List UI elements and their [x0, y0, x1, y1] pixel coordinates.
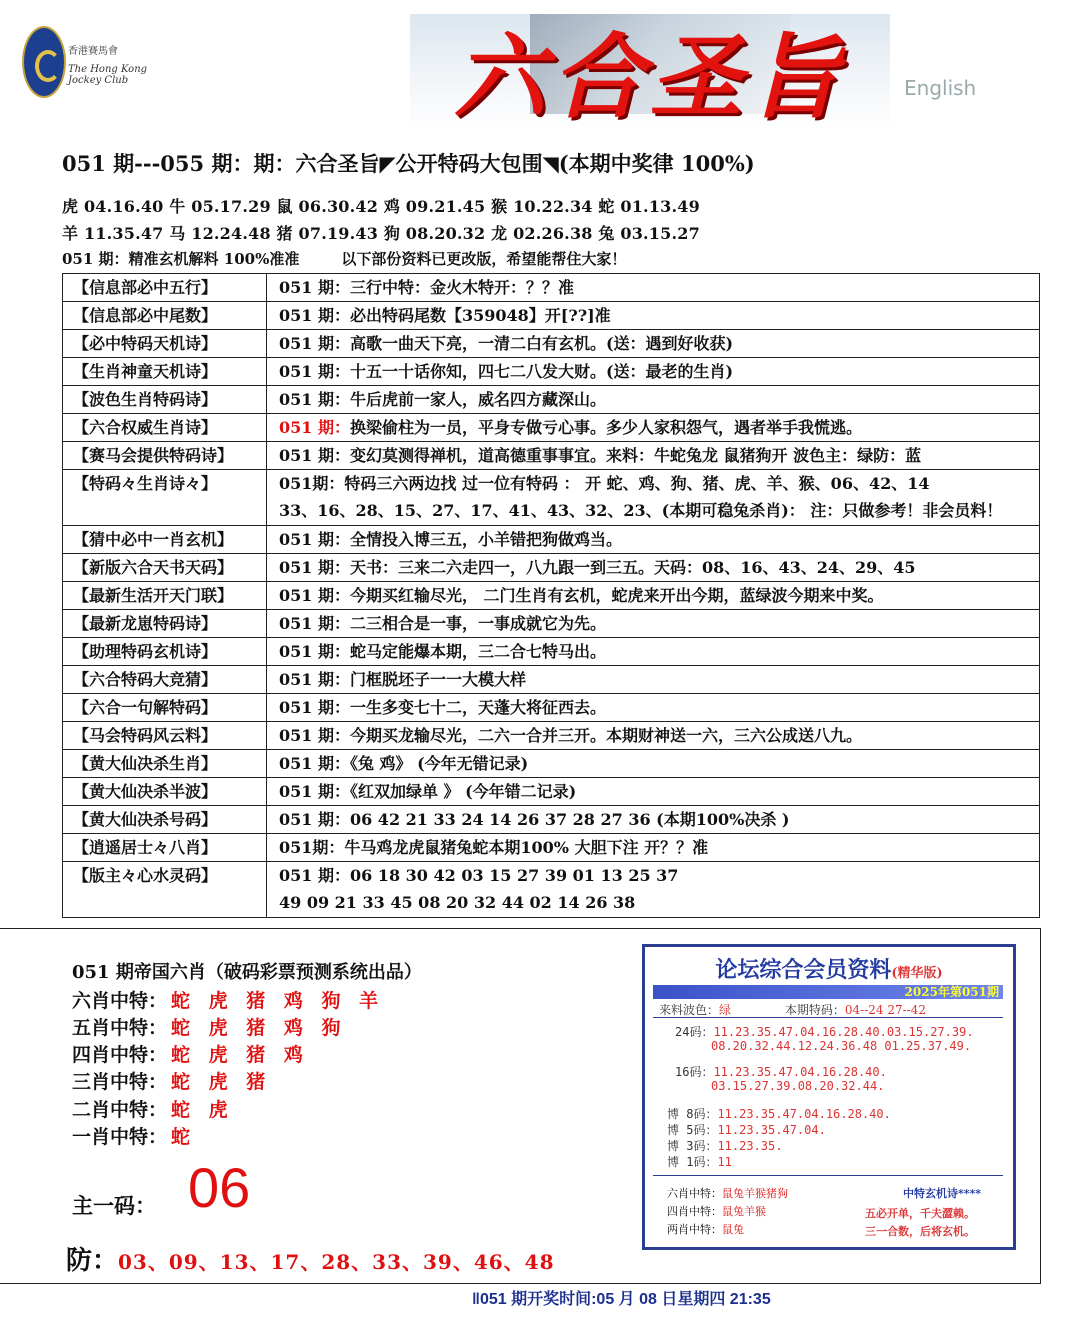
row-key: 【最新生活开天门联】	[63, 582, 267, 610]
zodiac-pick-label: 一肖中特：	[72, 1126, 168, 1148]
card-foot-label: 两肖中特：	[667, 1223, 722, 1236]
english-link[interactable]: English	[904, 76, 977, 100]
card-source-value: 绿	[719, 1003, 732, 1017]
row-key: 【黄大仙决杀号码】	[63, 806, 267, 834]
prediction-table	[62, 273, 1040, 918]
table-row	[63, 442, 1040, 470]
card-code-values: 11.23.35.47.04.	[717, 1123, 826, 1137]
card-foot-row	[667, 1221, 744, 1237]
zodiac-pick-values: 蛇	[171, 1126, 197, 1148]
row-value: 051 期：一生多变七十二，天蓬大将征西去。	[267, 694, 1040, 722]
row-value: 051 期：二三相合是一事，一事成就它为先。	[267, 610, 1040, 638]
row-key: 【最新龙崽特码诗】	[63, 610, 267, 638]
draw-time: ‖051 期开奖时间:05 月 08 日星期四 21:35	[472, 1291, 771, 1308]
logo-chinese-name: 香港賽馬會	[68, 46, 118, 57]
table-row	[63, 330, 1040, 358]
table-row	[63, 834, 1040, 862]
row-key: 【信息部必中五行】	[63, 274, 267, 302]
zodiac-pick-values: 蛇 虎	[171, 1099, 234, 1121]
row-value-line2: 33、16、28、15、27、17、41、43、32、23、(本期可稳兔杀肖)： 注：只做参考！非会员料！	[279, 501, 1003, 520]
zodiac-pick-label: 二肖中特：	[72, 1099, 168, 1121]
card-divider	[653, 1017, 1003, 1018]
defense-row	[66, 1240, 555, 1277]
row-key: 【新版六合天书天码】	[63, 554, 267, 582]
card-divider	[653, 1175, 1003, 1176]
row-key: 【版主々心水灵码】	[63, 862, 267, 918]
card-code-line	[667, 1121, 826, 1138]
logo-emblem-icon	[22, 26, 66, 98]
card-code-values: 11.23.35.47.04.16.28.40.	[713, 1065, 887, 1079]
row-value: 051 期：今期买龙输尽光，二六一合并三开。本期财神送一六，三六公成送八九。	[267, 722, 1040, 750]
table-row	[63, 274, 1040, 302]
card-foot-value: 鼠兔	[722, 1223, 744, 1236]
row-value	[267, 414, 1040, 442]
card-code-line	[675, 1023, 974, 1040]
card-code-line	[711, 1079, 884, 1093]
card-poem-title: 中特玄机诗****	[903, 1187, 982, 1200]
card-code-label: 博 8码：	[667, 1107, 718, 1121]
zodiac-pick-values: 蛇 虎 猪 鸡 狗	[171, 1017, 347, 1039]
card-foot-row	[667, 1185, 788, 1201]
card-extra-label: 本期特码：	[784, 1003, 845, 1017]
card-title	[645, 953, 1013, 984]
member-info-card	[642, 944, 1016, 1250]
zodiac-pick-label: 四肖中特：	[72, 1044, 168, 1066]
card-title-text: 论坛综合会员资料	[715, 957, 892, 983]
card-code-label: 16码：	[675, 1065, 714, 1079]
row-key: 【逍遥居士々八肖】	[63, 834, 267, 862]
table-row	[63, 470, 1040, 526]
zodiac-pick-row	[72, 1095, 234, 1122]
zodiac-pick-row	[72, 1067, 271, 1094]
issue-prefix-red: 051 期：	[279, 418, 350, 437]
card-poem-line: 三一合数，后将玄机。	[865, 1225, 975, 1238]
row-value: 051 期：高歌一曲天下亮，一清二白有玄机。(送：遇到好收获)	[267, 330, 1040, 358]
card-code-line	[667, 1105, 891, 1122]
notice-left: 051 期：精准玄机解料 100%准准	[62, 250, 300, 268]
zodiac-pick-label: 三肖中特：	[72, 1071, 168, 1093]
row-key: 【猜中必中一肖玄机】	[63, 526, 267, 554]
card-code-label: 博 5码：	[667, 1123, 718, 1137]
row-value: 051 期：06 42 21 33 24 14 26 37 28 27 36 (本期100%决杀 )	[267, 806, 1040, 834]
row-value-text: 换梁偷柱为一员，平身专做亏心事。多少人家积怨气，遇者举手我慌逃。	[349, 418, 862, 437]
jockey-club-logo	[22, 26, 182, 98]
table-row	[63, 722, 1040, 750]
zodiac-numbers-line: 羊 11.35.47 马 12.24.48 猪 07.19.43 狗 08.20.32 龙 02.26.38 兔 03.15.27	[62, 224, 700, 243]
row-value	[267, 470, 1040, 526]
card-code-label: 博 1码：	[667, 1155, 718, 1169]
row-value-line1: 051 期：06 18 30 42 03 15 27 39 01 13 25 37	[279, 866, 679, 885]
card-foot-label: 六肖中特：	[667, 1187, 722, 1200]
row-value: 051 期：门框脱坯子一一大模大样	[267, 666, 1040, 694]
card-code-values: 08.20.32.44.12.24.36.48 01.25.37.49.	[711, 1039, 972, 1053]
table-row	[63, 358, 1040, 386]
table-row	[63, 526, 1040, 554]
row-key: 【赛马会提供特码诗】	[63, 442, 267, 470]
defense-values: 03、09、13、17、28、33、39、46、48	[118, 1250, 555, 1274]
card-code-line	[675, 1063, 887, 1080]
card-foot-row	[667, 1203, 766, 1219]
six-zodiac-title: 051 期帝国六肖（破码彩票预测系统出品）	[72, 962, 422, 983]
zodiac-pick-label: 五肖中特：	[72, 1017, 168, 1039]
banner	[410, 14, 890, 132]
table-row	[63, 694, 1040, 722]
table-row	[63, 806, 1040, 834]
row-value: 051 期：《红双加绿单 》 (今年错二记录)	[267, 778, 1040, 806]
row-key: 【六合权威生肖诗】	[63, 414, 267, 442]
row-value: 051 期：今期买红输尽光， 二门生肖有玄机，蛇虎来开出今期，蓝绿波今期来中奖。	[267, 582, 1040, 610]
row-value: 051 期：全情投入博三五，小羊错把狗做鸡当。	[267, 526, 1040, 554]
row-value: 051 期：蛇马定能爆本期，三二合七特马出。	[267, 638, 1040, 666]
table-row	[63, 638, 1040, 666]
card-code-label: 博 3码：	[667, 1139, 718, 1153]
row-value: 051 期：牛后虎前一家人，威名四方藏深山。	[267, 386, 1040, 414]
row-key: 【助理特码玄机诗】	[63, 638, 267, 666]
table-row	[63, 778, 1040, 806]
main-code-value: 06	[188, 1156, 251, 1219]
zodiac-pick-values: 蛇 虎 猪 鸡	[171, 1044, 309, 1066]
banner-title: 六合圣旨	[453, 23, 846, 131]
row-value: 051 期：必出特码尾数【359048】开[??]准	[267, 302, 1040, 330]
zodiac-pick-values: 蛇 虎 猪 鸡 狗 羊	[171, 990, 385, 1012]
table-row	[63, 666, 1040, 694]
row-value: 051 期：天书：三来二六走四一，八九跟一到三五。天码：08、16、43、24、29、45	[267, 554, 1040, 582]
card-edition: (精华版)	[891, 966, 943, 981]
row-value: 051期：牛马鸡龙虎鼠猪兔蛇本期100% 大胆下注 开？？准	[267, 834, 1040, 862]
card-code-line	[667, 1137, 782, 1154]
table-row	[63, 302, 1040, 330]
row-value: 051 期：三行中特：金火木特开：？？准	[267, 274, 1040, 302]
card-code-label: 24码：	[675, 1025, 714, 1039]
row-key: 【马会特码风云料】	[63, 722, 267, 750]
zodiac-numbers-line: 虎 04.16.40 牛 05.17.29 鼠 06.30.42 鸡 09.21.45 猴 10.22.34 蛇 01.13.49	[62, 197, 700, 216]
card-code-values: 11.23.35.	[717, 1139, 783, 1153]
card-extra-value: 04--24 27--42	[844, 1003, 926, 1017]
zodiac-pick-row	[72, 986, 384, 1013]
row-value-line1: 051期：特码三六两边找 过一位有特码 ： 开 蛇、鸡、狗、猪、虎、羊、猴、06、42、14	[279, 474, 930, 493]
card-source-label: 来料波色：	[659, 1003, 720, 1017]
card-code-line	[667, 1153, 732, 1170]
table-row	[63, 582, 1040, 610]
row-key: 【黄大仙决杀生肖】	[63, 750, 267, 778]
zodiac-pick-row	[72, 1040, 309, 1067]
card-foot-value: 鼠兔羊猴	[722, 1205, 766, 1218]
row-key: 【必中特码天机诗】	[63, 330, 267, 358]
row-value: 051 期：十五一十话你知，四七二八发大财。(送：最老的生肖)	[267, 358, 1040, 386]
table-row	[63, 750, 1040, 778]
card-year-issue: 2025年第051期	[904, 985, 999, 999]
card-code-values: 11.23.35.47.04.16.28.40.03.15.27.39.	[713, 1025, 974, 1039]
table-row	[63, 554, 1040, 582]
row-key: 【信息部必中尾数】	[63, 302, 267, 330]
row-key: 【六合一句解特码】	[63, 694, 267, 722]
table-row	[63, 610, 1040, 638]
table-row	[63, 386, 1040, 414]
card-foot-value: 鼠兔羊猴猪狗	[722, 1187, 788, 1200]
row-key: 【六合特码大竞猜】	[63, 666, 267, 694]
row-key: 【黄大仙决杀半波】	[63, 778, 267, 806]
row-value	[267, 862, 1040, 918]
zodiac-pick-values: 蛇 虎 猪	[171, 1071, 272, 1093]
defense-label: 防：	[66, 1246, 119, 1276]
table-row	[63, 862, 1040, 918]
row-value: 051 期：变幻莫测得禅机，道高德重事事宜。来料：牛蛇兔龙 鼠猪狗开 波色主：绿防：蓝	[267, 442, 1040, 470]
card-code-values: 11.23.35.47.04.16.28.40.	[717, 1107, 891, 1121]
zodiac-pick-label: 六肖中特：	[72, 990, 168, 1012]
card-code-values: 03.15.27.39.08.20.32.44.	[711, 1079, 885, 1093]
zodiac-pick-row	[72, 1122, 196, 1149]
notice-line	[62, 248, 626, 269]
notice-right: 以下部份资料已更改版，希望能帮住大家！	[341, 250, 627, 268]
main-code-label: 主一码：	[72, 1193, 156, 1218]
card-poem-line: 五必开单，千夫澀赖。	[865, 1207, 975, 1220]
card-source-row	[659, 1001, 926, 1018]
row-value-line2: 49 09 21 33 45 08 20 32 44 02 14 26 38	[279, 893, 636, 912]
card-foot-label: 四肖中特：	[667, 1205, 722, 1218]
table-row	[63, 414, 1040, 442]
logo-english-name: The Hong Kong Jockey Club	[68, 64, 148, 86]
card-code-values: 11	[717, 1155, 732, 1169]
card-code-line	[711, 1039, 971, 1053]
row-value: 051 期：《兔 鸡》 (今年无错记录)	[267, 750, 1040, 778]
page-title: 051 期---055 期：期：六合圣旨◤公开特码大包围◥(本期中奖律 100%)	[62, 151, 755, 176]
row-key: 【波色生肖特码诗】	[63, 386, 267, 414]
zodiac-pick-row	[72, 1013, 346, 1040]
row-key: 【特码々生肖诗々】	[63, 470, 267, 526]
row-key: 【生肖神童天机诗】	[63, 358, 267, 386]
